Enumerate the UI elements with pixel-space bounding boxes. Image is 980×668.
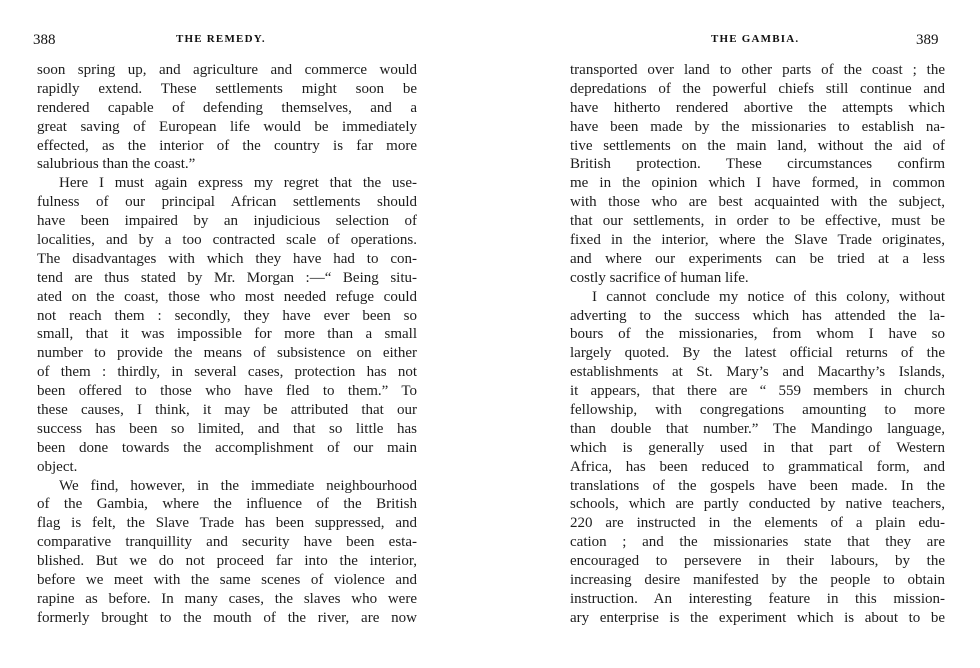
text-line: soon spring up, and agriculture and commerce would <box>37 62 417 78</box>
text-line: fellowship, with congregations amounting to more <box>570 402 945 419</box>
text-line: salubrious than the coast.” <box>37 156 196 173</box>
right-page <box>490 0 980 668</box>
text-line: localities, and by a too contracted scale of operations. <box>37 232 417 249</box>
text-line: costly sacrifice of human life. <box>570 269 749 286</box>
text-line: establishments at St. Mary’s and Macarthy’s Islands, <box>570 364 945 381</box>
text-line: small, that it was impossible for more than a small <box>37 326 417 343</box>
text-line: great saving of European life would be immediately <box>37 118 417 135</box>
text-line: transported over land to other parts of the coast ; the <box>570 62 945 78</box>
text-line: fulness of our principal African settlements should <box>37 194 417 211</box>
text-line: effected, as the interior of the country is far more <box>37 137 417 154</box>
text-line: largely quoted. By the latest official returns of the <box>570 345 945 362</box>
text-line: tive settlements on the main land, without the aid of <box>570 137 945 154</box>
text-line: rapidly extend. These settlements might soon be <box>37 80 417 97</box>
text-line: I cannot conclude my notice of this colony, without <box>592 288 945 305</box>
text-line: 220 are instructed in the elements of a plain edu- <box>570 515 945 532</box>
text-line: Africa, has been reduced to grammatical form, and <box>570 458 945 475</box>
text-line: than double that number.” The Mandingo language, <box>570 420 945 437</box>
text-line: it appears, that there are “ 559 members in church <box>570 383 945 400</box>
text-line: with those who are best acquainted with the subject, <box>570 194 945 211</box>
text-line: have been impaired by an injudicious selection of <box>37 213 417 230</box>
text-line: rendered capable of defending themselves, and a <box>37 99 417 116</box>
text-line: tend are thus stated by Mr. Morgan :—“ Being situ- <box>37 269 417 286</box>
running-head: THE REMEDY. <box>176 33 266 45</box>
text-line: bours of the missionaries, from whom I have so <box>570 326 945 343</box>
text-line: Here I must again express my regret that the use- <box>59 175 417 192</box>
text-line: these causes, I think, it may be attributed that our <box>37 402 417 419</box>
text-line: translations of the gospels have been made. In the <box>570 477 945 494</box>
right-body-text <box>570 61 945 628</box>
text-line: We find, however, in the immediate neighbourhood <box>59 477 417 494</box>
text-line: and where our experiments can be tried at a less <box>570 250 945 267</box>
text-line: which is generally used in that part of Western <box>570 439 945 456</box>
text-line: The disadvantages with which they have had to con- <box>37 250 417 267</box>
text-line: success has been so limited, and that so little has <box>37 420 417 437</box>
text-line: been offered to those who have fled to them.” To <box>37 383 417 400</box>
text-line: me in the opinion which I have formed, in common <box>570 175 945 192</box>
text-line: rapine as before. In many cases, the slaves who were <box>37 590 417 607</box>
text-line: blished. But we do not proceed far into the interior, <box>37 553 417 570</box>
text-line: of the Gambia, where the influence of the British <box>37 496 417 513</box>
text-line: object. <box>37 458 78 475</box>
text-line: comparative tranquillity and security have been esta- <box>37 534 417 551</box>
page-number: 388 <box>33 32 56 48</box>
text-line: flag is felt, the Slave Trade has been suppressed, and <box>37 515 417 532</box>
text-line: British protection. These circumstances confirm <box>570 156 945 173</box>
text-line: formerly brought to the mouth of the river, are now <box>37 609 417 626</box>
page-number: 389 <box>916 32 939 48</box>
text-line: that our settlements, in order to be effective, must be <box>570 213 945 230</box>
running-head: THE GAMBIA. <box>711 33 800 45</box>
text-line: instruction. An interesting feature in this mission- <box>570 590 945 607</box>
text-line: number to provide the means of subsistence on either <box>37 345 417 362</box>
text-line: depredations of the powerful chiefs still continue and <box>570 80 945 97</box>
text-line: before we meet with the same scenes of violence and <box>37 572 417 589</box>
text-line: have been made by the missionaries to establish na- <box>570 118 945 135</box>
text-line: increasing desire manifested by the people to obtain <box>570 572 945 589</box>
text-line: adverting to the success which has attended the la- <box>570 307 945 324</box>
text-line: of them : thirdly, in several cases, protection has not <box>37 364 417 381</box>
text-line: have hitherto rendered abortive the attempts which <box>570 99 945 116</box>
text-line: encouraged to persevere in their labours, by the <box>570 553 945 570</box>
text-line: been done towards the accomplishment of our main <box>37 439 417 456</box>
left-body-text <box>37 61 417 628</box>
text-line: schools, which are partly conducted by native teachers, <box>570 496 945 513</box>
text-line: not reach them : secondly, they have ever been so <box>37 307 417 324</box>
text-line: ary enterprise is the experiment which is about to be <box>570 609 945 626</box>
text-line: fixed in the interior, where the Slave Trade originates, <box>570 232 945 249</box>
text-line: cation ; and the missionaries state that they are <box>570 534 945 551</box>
text-line: ated on the coast, those who most needed refuge could <box>37 288 417 305</box>
